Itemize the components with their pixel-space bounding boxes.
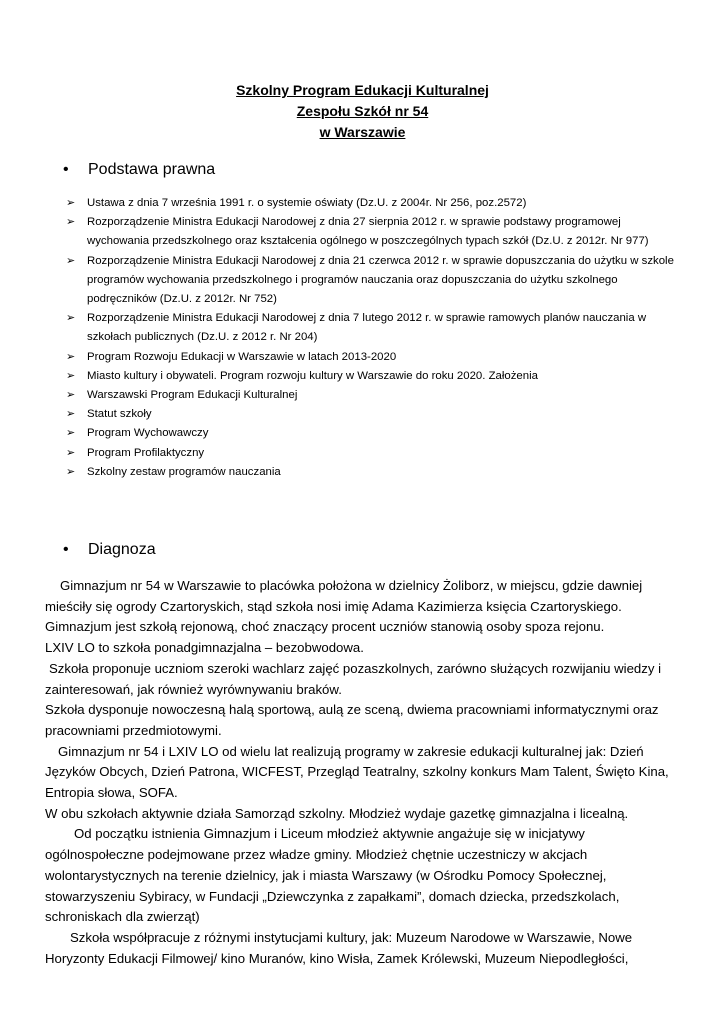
list-item (66, 386, 676, 405)
section-heading-diagnosis (63, 541, 156, 559)
section-heading-text: Diagnoza (88, 541, 156, 558)
arrow-bullet-icon: ➢ (66, 369, 76, 382)
list-item (66, 444, 676, 463)
paragraph: Gimnazjum nr 54 i LXIV LO od wielu lat realizują programy w zakresie edukacji kulturalnej jak: Dzień Języków Obcych, Dzień Patrona, WICFEST, Przegląd Teatralny, szkolny konkurs Mam Talent, Święto Kina, Entropia słowa, SOFA. (45, 743, 669, 801)
list-item-text: Program Rozwoju Edukacji w Warszawie w latach 2013-2020 (87, 350, 397, 363)
paragraph: W obu szkołach aktywnie działa Samorząd szkolny. Młodzież wydaje gazetkę gimnazjalna i licealną. (45, 805, 629, 821)
paragraph: Szkoła proponuje uczniom szeroki wachlarz zajęć pozaszkolnych, zarówno służących rozwijaniu wiedzy i zainteresowań, jak również wyrównywaniu braków. (45, 660, 662, 697)
arrow-bullet-icon: ➢ (66, 312, 76, 325)
paragraph: Gimnazjum nr 54 w Warszawie to placówka położona w dzielnicy Żoliborz, w miejscu, gdzie dawniej mieściły się ogrody Czartoryskich, stąd szkoła nosi imię Adama Kazimierza księcia Czartoryskiego. (45, 578, 643, 614)
list-item-text: Program Wychowawczy (87, 427, 209, 440)
diagnosis-body (45, 576, 681, 969)
list-item-text: Warszawski Program Edukacji Kulturalnej (87, 389, 298, 402)
list-item-text: Miasto kultury i obywateli. Program rozwoju kultury w Warszawie do roku 2020. Założenia (87, 369, 538, 382)
arrow-bullet-icon: ➢ (66, 446, 76, 459)
arrow-bullet-icon: ➢ (66, 427, 76, 440)
list-item-text: Statut szkoły (87, 408, 152, 421)
list-item-text: Szkolny zestaw programów nauczania (87, 465, 281, 478)
arrow-bullet-icon: ➢ (66, 254, 76, 267)
section-heading-legal-basis (63, 161, 215, 179)
title-line-2: Zespołu Szkół nr 54 (296, 103, 429, 119)
list-item-text: Program Profilaktyczny (87, 446, 205, 459)
list-item (66, 463, 676, 482)
paragraph: LXIV LO to szkoła ponadgimnazjalna – bezobwodowa. (45, 640, 364, 656)
paragraph: Od początku istnienia Gimnazjum i Liceum młodzież aktywnie angażuje się w inicjatywy ogólnospołeczne podejmowane przez władze gminy. Młodzież chętnie uczestniczy w akcjach wolontarystycznych na terenie dzielnicy, jak i miasta Warszawy (w Ośrodku Pomocy Społecznej, stowarzyszeniu Sybiracy, w Fundacji „Dziewczynka z zapałkami”, domach dziecka, przedszkolach, schroniskach dla zwierząt) (45, 826, 620, 925)
bullet-icon: • (63, 161, 69, 178)
title-line-1: Szkolny Program Edukacji Kulturalnej (236, 82, 489, 98)
list-item-text: Rozporządzenie Ministra Edukacji Narodowej z dnia 7 lutego 2012 r. w sprawie ramowych planów nauczania w szkołach publicznych (Dz.U. z 2012 r. Nr 204) (87, 312, 647, 344)
list-item (66, 194, 676, 213)
list-item-text: Ustawa z dnia 7 września 1991 r. o systemie oświaty (Dz.U. z 2004r. Nr 256, poz.2572) (87, 197, 527, 209)
bullet-icon: • (63, 541, 69, 558)
arrow-bullet-icon: ➢ (66, 408, 76, 421)
arrow-bullet-icon: ➢ (66, 197, 76, 209)
arrow-bullet-icon: ➢ (66, 350, 76, 363)
list-item (66, 252, 676, 310)
arrow-bullet-icon: ➢ (66, 389, 76, 402)
list-item (66, 348, 676, 367)
list-item (66, 405, 676, 424)
list-item (66, 367, 676, 386)
legal-basis-list (66, 194, 676, 482)
list-item-text: Rozporządzenie Ministra Edukacji Narodowej z dnia 21 czerwca 2012 r. w sprawie dopuszczania do użytku w szkole programów wychowania przedszkolnego i programów nauczania oraz dopuszczania do użytku szkolnego podręczników (Dz.U. z 2012r. Nr 752) (87, 254, 674, 306)
list-item (66, 213, 676, 251)
list-item (66, 309, 676, 347)
list-item-text: Rozporządzenie Ministra Edukacji Narodowej z dnia 27 sierpnia 2012 r. w sprawie podstawy programowej wychowania przedszkolnego oraz kształcenia ogólnego w poszczególnych typach szkół (Dz.U. z 2012r. Nr 977) (87, 216, 649, 248)
paragraph: Gimnazjum jest szkołą rejonową, choć znaczący procent uczniów stanowią osoby spoza rejonu. (45, 619, 605, 635)
paragraph: Szkoła współpracuje z różnymi instytucjami kultury, jak: Muzeum Narodowe w Warszawie, Nowe Horyzonty Edukacji Filmowej/ kino Muranów, kino Wisła, Zamek Królewski, Muzeum Niepodległości, (45, 929, 633, 966)
list-item (66, 424, 676, 443)
arrow-bullet-icon: ➢ (66, 465, 76, 478)
title-line-3: w Warszawie (319, 124, 406, 140)
section-heading-text: Podstawa prawna (88, 161, 216, 178)
arrow-bullet-icon: ➢ (66, 216, 76, 229)
paragraph: Szkoła dysponuje nowoczesną halą sportową, aulą ze sceną, dwiema pracowniami informatycznymi oraz pracowniami przedmiotowymi. (45, 702, 659, 738)
